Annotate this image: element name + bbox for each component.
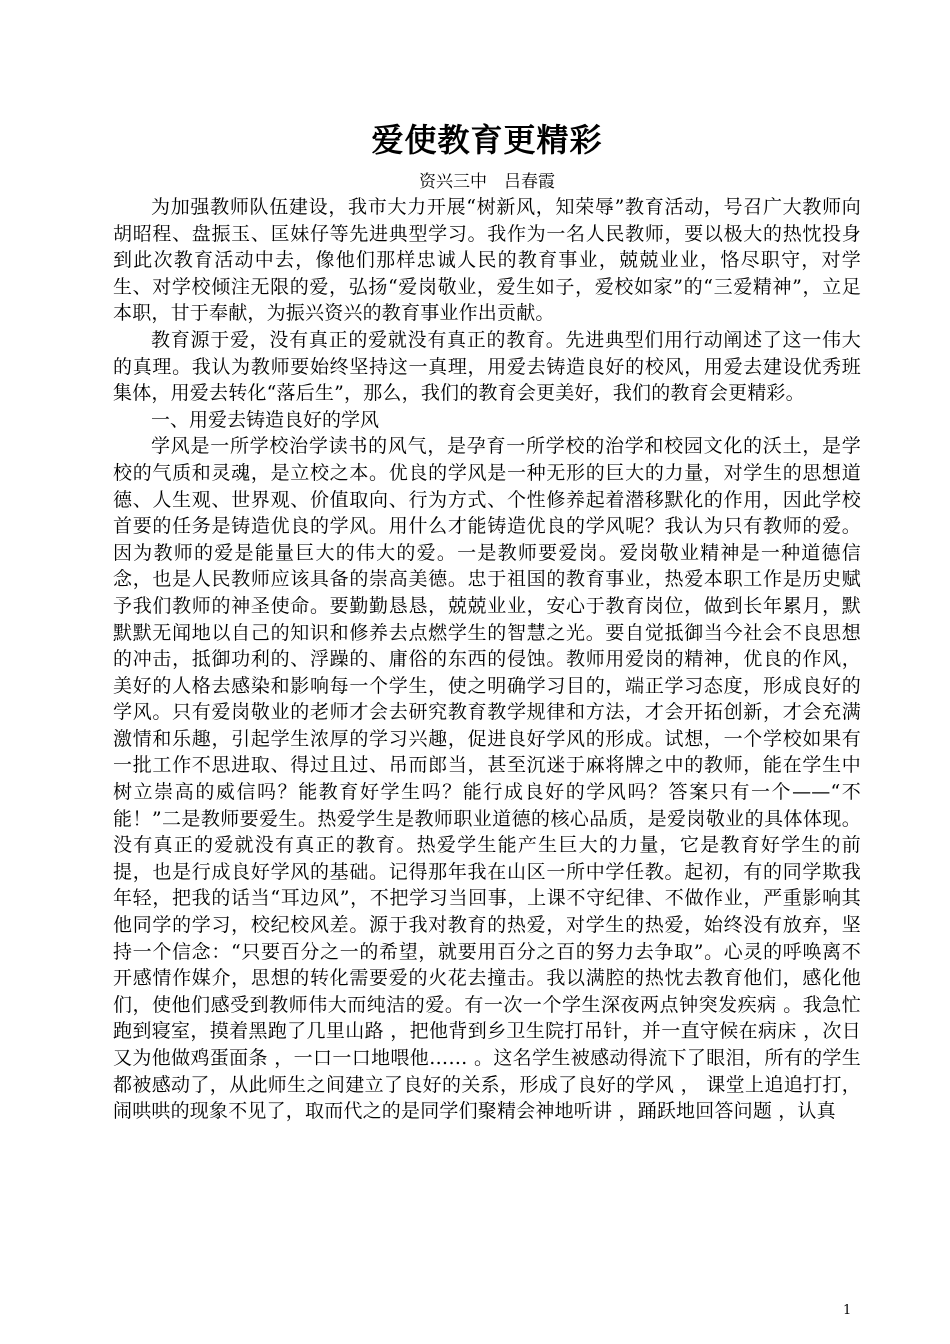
document-title: 爱使教育更精彩 xyxy=(371,121,603,159)
paragraph-intro: 为加强教师队伍建设，我市大力开展“树新风，知荣辱”教育活动，号召广大教师向胡昭程、盘振玉、匡妹仔等先进典型学习。我作为一名人民教师，要以极大的热忱投身到此次教育活动中去，像他们那样忠诚人民的教育事业，兢兢业业，恪尽职守，对学生、对学校倾注无限的爱，弘扬“爱岗敬业，爱生如子，爱校如家”的“三爱精神”，立足本职，甘于奉献，为振兴资兴的教育事业作出贡献。 xyxy=(113,196,861,325)
section-heading: 一、用爱去铸造良好的学风 xyxy=(151,408,380,431)
paragraph-section-one: 学风是一所学校治学读书的风气，是孕育一所学校的治学和校园文化的沃土，是学校的气质和灵魂，是立校之本。优良的学风是一种无形的巨大的力量，对学生的思想道德、人生观、世界观、价值取向、行为方式、个性修养起着潜移默化的作用，因此学校首要的任务是铸造优良的学风。用什么才能铸造优良的学风呢？我认为只有教师的爱。因为教师的爱是能量巨大的伟大的爱。一是教师要爱岗。爱岗敬业精神是一种道德信念，也是人民教师应该具备的崇高美德。忠于祖国的教育事业，热爱本职工作是历史赋予我们教师的神圣使命。要勤勤恳恳，兢兢业业，安心于教育岗位，做到长年累月，默默默无闻地以自己的知识和修养去点燃学生的智慧之光。要自觉抵御当今社会不良思想的冲击，抵御功利的、浮躁的、庸俗的东西的侵蚀。教师用爱岗的精神，优良的作风，美好的人格去感染和影响每一个学生，使之明确学习目的，端正学习态度，形成良好的学风。只有爱岗敬业的老师才会去研究教育教学规律和方法，才会开拓创新，才会充满激情和乐趣，引起学生浓厚的学习兴趣，促进良好学风的形成。试想，一个学校如果有一批工作不思进取、得过且过、吊而郎当，甚至沉迷于麻将牌之中的教师，能在学生中树立崇高的威信吗？能教育好学生吗？能行成良好的学风吗？答案只有一个——“不能！”二是教师要爱生。热爱学生是教师职业道德的核心品质，是爱岗敬业的具体体现。没有真正的爱就没有真正的教育。热爱学生能产生巨大的力量，它是教育好学生的前提，也是行成良好学风的基础。记得那年我在山区一所中学任教。起初，有的同学欺我年轻，把我的话当“耳边风”，不把学习当回事，上课不守纪律、不做作业，严重影响其他同学的学习，校纪校风差。源于我对教育的热爱，对学生的热爱，始终没有放弃，坚持一个信念：“只要百分之一的希望，就要用百分之百的努力去争取”。心灵的呼唤离不开感情作媒介，思想的转化需要爱的火花去撞击。我以满腔的热忱去教育他们，感化他们，使他们感受到教师伟大而纯洁的爱。有一次一个学生深夜两点钟突发疾病 。我急忙跑到寝室，摸着黑跑了几里山路 ，把他背到乡卫生院打吊针，并一直守候在病床 ，次日又为他做鸡蛋面条 ，一口一口地喂他…… 。这名学生被感动得流下了眼泪，所有的学生都被感动了，从此师生之间建立了良好的关系，形成了良好的学风 ， 课堂上追追打打， 闹哄哄的现象不见了，取而代之的是同学们聚精会神地听讲 ，踊跃地回答问题 ，认真 xyxy=(113,435,861,1123)
author-byline: 资兴三中 吕春霞 xyxy=(419,172,555,192)
paragraph-thesis: 教育源于爱，没有真正的爱就没有真正的教育。先进典型们用行动阐述了这一伟大的真理。我认为教师要始终坚持这一真理，用爱去铸造良好的校风，用爱去建设优秀班集体，用爱去转化“落后生”，那么，我们的教育会更美好，我们的教育会更精彩。 xyxy=(113,328,861,405)
document-page xyxy=(113,0,861,1344)
page-number: 1 xyxy=(843,1303,852,1318)
document-body xyxy=(113,194,861,1125)
